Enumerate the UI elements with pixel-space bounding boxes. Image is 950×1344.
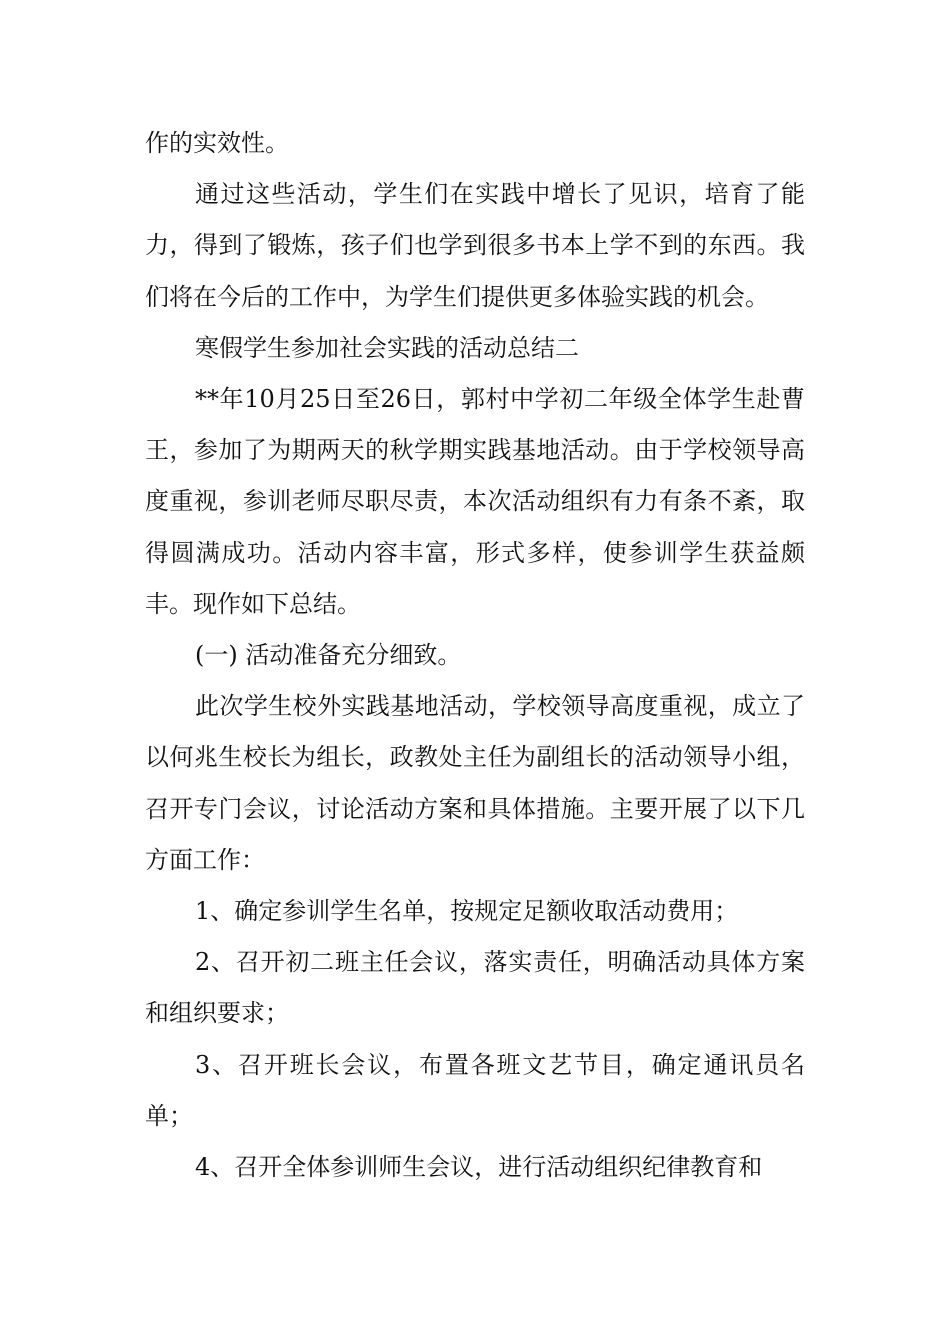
list-item-1: 1、确定参训学生名单，按规定足额收取活动费用；	[195, 897, 739, 926]
paragraph-event-overview: **年10月25日至26日，郭村中学初二年级全体学生赴曹王，参加了为期两天的秋学期实践基地活动。由于学校领导高度重视，参训老师尽职尽责，本次活动组织有力有条不紊，取得圆满成功。活动内容丰富，形式多样，使参训学生获益颇丰。现作如下总结。	[145, 385, 805, 618]
subheading-preparation: (一) 活动准备充分细致。	[195, 641, 462, 670]
list-item-4: 4、召开全体参训师生会议，进行活动组织纪律教育和	[195, 1153, 763, 1182]
paragraph-continuation: 作的实效性。	[145, 129, 289, 157]
document-body	[145, 118, 805, 1193]
paragraph-activities-result: 通过这些活动，学生们在实践中增长了见识，培育了能力，得到了锻炼，孩子们也学到很多书本上学不到的东西。我们将在今后的工作中，为学生们提供更多体验实践的机会。	[145, 180, 805, 311]
paragraph-preparation-detail: 此次学生校外实践基地活动，学校领导高度重视，成立了以何兆生校长为组长，政教处主任为副组长的活动领导小组，召开专门会议，讨论活动方案和具体措施。主要开展了以下几方面工作：	[145, 692, 805, 874]
section-heading: 寒假学生参加社会实践的活动总结二	[195, 333, 579, 362]
list-item-2: 2、召开初二班主任会议，落实责任，明确活动具体方案和组织要求；	[145, 948, 805, 1028]
list-item-3: 3、召开班长会议，布置各班文艺节目，确定通讯员名单；	[145, 1050, 805, 1130]
